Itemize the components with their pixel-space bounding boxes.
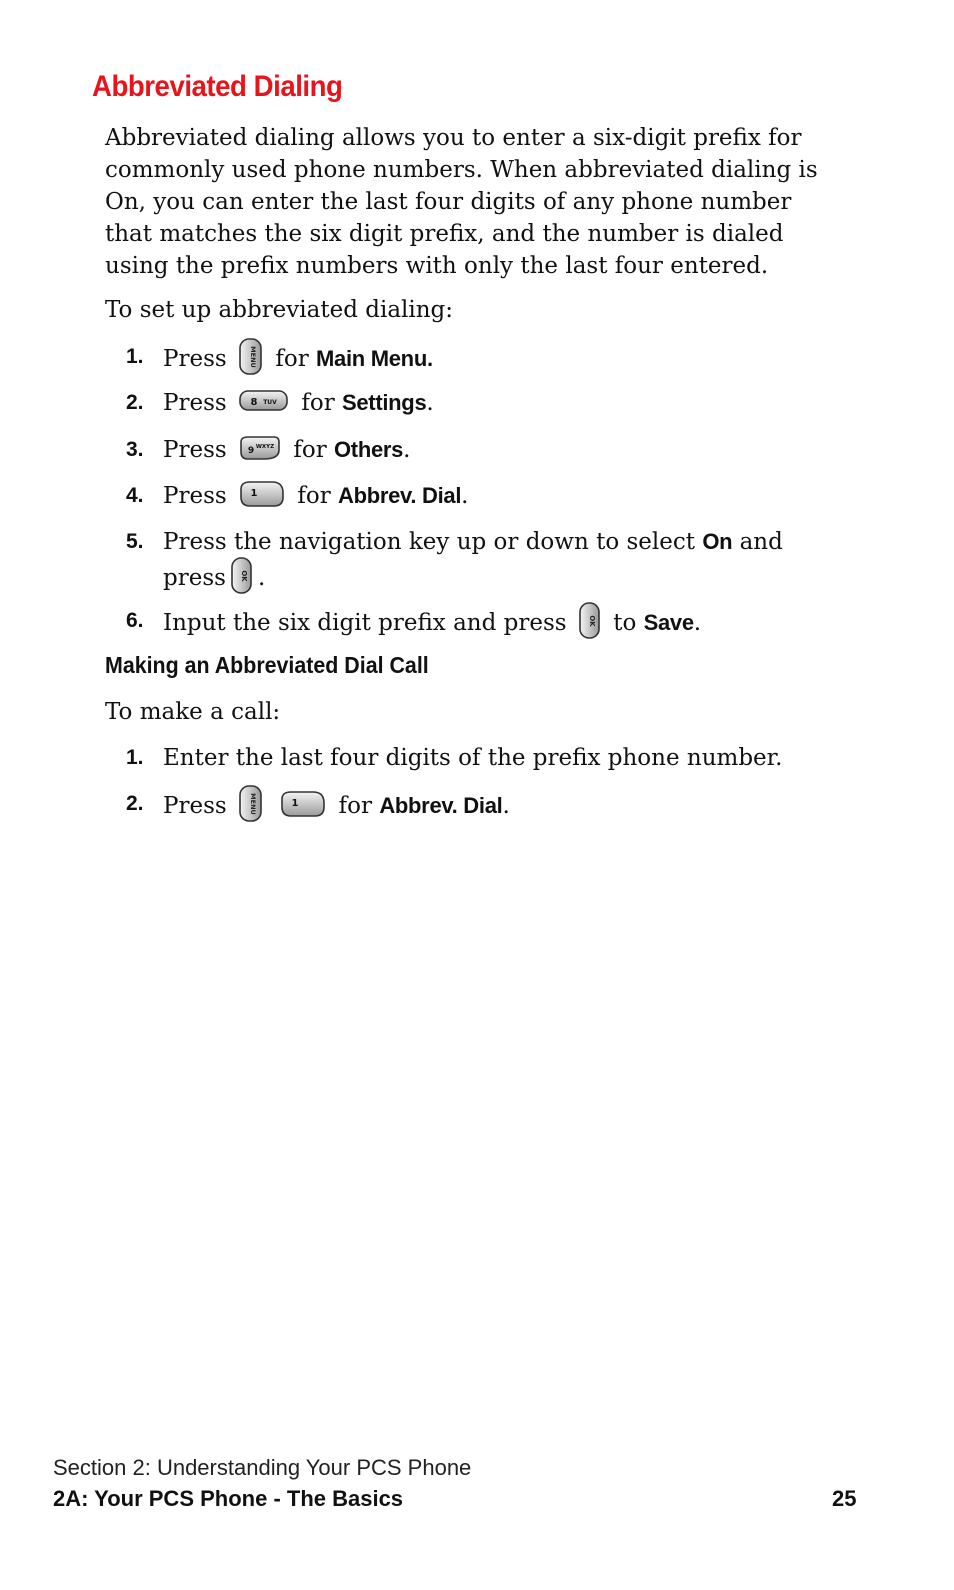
setup-step-1: 1. Press MENU for Main Menu. [126, 340, 826, 380]
key-1-icon [279, 789, 327, 819]
svg-text:TUV: TUV [263, 399, 277, 406]
menu-target: Others [334, 437, 404, 462]
setup-step-5: 5. Press the navigation key up or down to select On and press OK . [126, 525, 826, 599]
footer-section: Section 2: Understanding Your PCS Phone [53, 1455, 472, 1480]
menu-target: Abbrev. Dial [338, 483, 462, 508]
call-step-1: 1. Enter the last four digits of the prefix phone number. [126, 741, 826, 775]
step-number: 2. [126, 792, 144, 815]
setup-lead: To set up abbreviated dialing: [105, 297, 454, 323]
menu-key-icon [238, 784, 264, 824]
svg-text:1: 1 [250, 488, 258, 499]
svg-text:9: 9 [247, 446, 255, 456]
step-number: 1. [126, 746, 144, 769]
step-number: 3. [126, 438, 144, 461]
setup-step-2: 2. Press 8 TUV for Settings. [126, 386, 826, 420]
step-number: 5. [126, 530, 144, 553]
footer-chapter: 2A: Your PCS Phone - The Basics [53, 1486, 404, 1511]
call-lead: To make a call: [105, 699, 281, 725]
setup-step-4: 4. Press 1 for Abbrev. Dial. [126, 479, 826, 513]
intro-paragraph: Abbreviated dialing allows you to enter a six-digit prefix for commonly used phone numbers. When abbreviated dialing is On, you can enter the last four digits of any phone number that matches the six digit prefix, and the number is dialed using the prefix numbers with only the last four entered. [105, 125, 818, 279]
subsection-title: Making an Abbreviated Dial Call [105, 652, 429, 678]
key-8-icon [238, 389, 290, 413]
setup-step-3: 3. Press 9 WXYZ for Others. [126, 433, 826, 467]
key-1-icon [238, 479, 286, 509]
ok-key-icon [578, 601, 602, 641]
step-number: 4. [126, 484, 144, 507]
step-number: 2. [126, 391, 144, 414]
page-number: 25 [832, 1486, 857, 1511]
call-step-2: 2. Press MENU 1 for Abbrev. Dial. [126, 787, 826, 827]
step-number: 6. [126, 609, 144, 632]
step-number: 1. [126, 345, 144, 368]
svg-text:8: 8 [250, 397, 258, 408]
svg-text:WXYZ: WXYZ [255, 444, 275, 450]
svg-text:OK: OK [587, 615, 596, 627]
svg-text:MENU: MENU [249, 793, 258, 815]
key-9-icon [238, 434, 282, 462]
menu-target: Abbrev. Dial [379, 793, 503, 818]
menu-target: Save [643, 610, 694, 635]
svg-text:1: 1 [291, 798, 299, 809]
setup-step-6: 6. Input the six digit prefix and press OK to Save. [126, 604, 826, 644]
menu-key-icon [238, 337, 264, 377]
menu-target: Settings [342, 390, 427, 415]
option-on: On [702, 529, 733, 554]
menu-target: Main Menu. [316, 346, 433, 371]
svg-text:OK: OK [239, 570, 248, 582]
ok-key-icon [230, 556, 254, 596]
section-title: Abbreviated Dialing [92, 70, 343, 103]
svg-text:MENU: MENU [249, 346, 258, 368]
